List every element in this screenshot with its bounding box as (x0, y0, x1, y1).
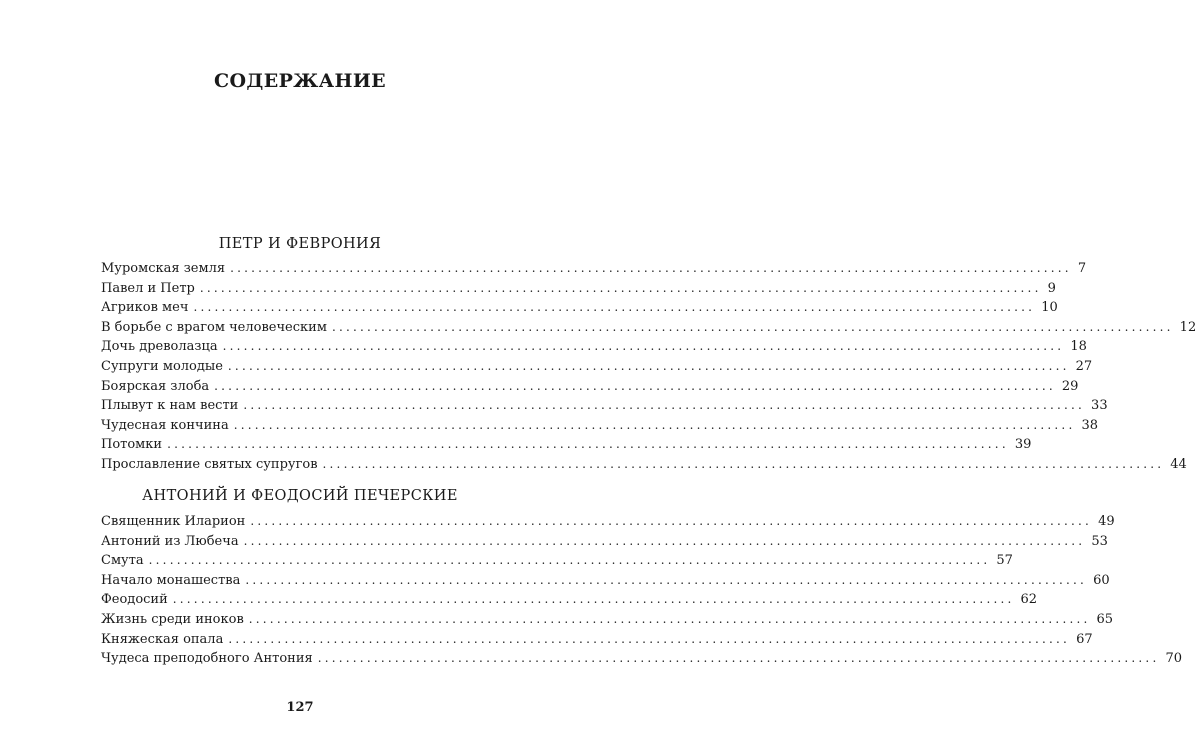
toc-entry-page: 10 (1041, 300, 1058, 316)
toc-entry-title: Жизнь среди иноков (101, 611, 244, 627)
toc-entry (101, 377, 1079, 397)
dot-leader: ........................................................................................................................ (148, 553, 991, 568)
page-number: 127 (286, 700, 314, 715)
dot-leader: ........................................................................................................................ (227, 358, 1070, 373)
dot-leader: ........................................................................................................................ (193, 300, 1036, 315)
page-title: СОДЕРЖАНИЕ (213, 70, 387, 92)
toc-entry-title: Чудеса преподобного Антония (101, 651, 313, 667)
toc-entry (101, 551, 1013, 571)
toc-entry (101, 630, 1093, 650)
toc-entry-page: 49 (1098, 514, 1115, 529)
toc-entry-page: 67 (1076, 631, 1093, 647)
toc-entry-title: Супруги молодые (101, 358, 223, 374)
toc-entry (101, 318, 1196, 338)
toc-entry (101, 435, 1032, 455)
toc-entry (101, 610, 1114, 630)
dot-leader: ........................................................................................................................ (245, 572, 1088, 587)
dot-leader: ........................................................................................................................ (214, 378, 1056, 393)
toc-entry-title: Чудесная кончина (101, 417, 229, 433)
toc-entry-page: 18 (1070, 339, 1087, 355)
toc-entry (101, 455, 1187, 475)
toc-entry-page: 57 (996, 553, 1013, 569)
toc-entry (101, 571, 1110, 591)
toc-list-antony-feodosy (101, 512, 1182, 669)
toc-entry-page: 39 (1014, 437, 1032, 453)
dot-leader: ........................................................................................................................ (243, 533, 1086, 548)
toc-entry (101, 416, 1098, 436)
toc-entry-title: Боярская злоба (101, 378, 210, 394)
dot-leader: ........................................................................................................................ (230, 261, 1072, 275)
toc-entry-title: Муромская земля (101, 261, 226, 276)
toc-entry (101, 532, 1108, 552)
dot-leader: ........................................................................................................................ (317, 651, 1160, 666)
toc-entry-title: Смута (101, 553, 144, 569)
toc-entry-title: Агриков меч (101, 300, 189, 316)
toc-entry-title: Дочь древолазца (101, 339, 218, 355)
toc-entry-page: 7 (1077, 261, 1087, 276)
dot-leader: ........................................................................................................................ (243, 398, 1086, 413)
toc-entry-page: 27 (1075, 358, 1093, 374)
dot-leader: ........................................................................................................................ (331, 319, 1174, 334)
toc-list-peter-fevronia (101, 259, 1196, 475)
toc-entry-title: Начало монашества (101, 572, 241, 588)
toc-entry-page: 62 (1020, 592, 1038, 608)
toc-entry-page: 70 (1165, 651, 1182, 667)
toc-entry (101, 512, 1115, 532)
section-heading-peter-fevronia: ПЕТР И ФЕВРОНИЯ (218, 236, 382, 252)
toc-entry-page: 33 (1091, 398, 1108, 414)
dot-leader: ........................................................................................................................ (172, 592, 1015, 607)
toc-entry (101, 337, 1087, 357)
toc-entry (101, 298, 1058, 318)
toc-entry (101, 396, 1108, 416)
toc-entry-page: 12 (1179, 319, 1196, 335)
toc-entry (101, 279, 1056, 299)
dot-leader: ........................................................................................................................ (228, 631, 1071, 646)
dot-leader: ........................................................................................................................ (250, 514, 1093, 528)
toc-entry-page: 9 (1047, 280, 1056, 296)
toc-entry-title: Антоний из Любеча (101, 533, 239, 549)
toc-entry-title: Павел и Петр (101, 280, 195, 296)
dot-leader: ........................................................................................................................ (199, 280, 1042, 295)
toc-entry (101, 649, 1182, 669)
toc-entry-page: 60 (1093, 572, 1110, 588)
toc-entry-page: 44 (1170, 456, 1187, 472)
dot-leader: ........................................................................................................................ (222, 339, 1065, 354)
dot-leader: ........................................................................................................................ (233, 417, 1076, 432)
toc-entry (101, 259, 1087, 279)
toc-entry (101, 590, 1038, 610)
toc-entry-title: Княжеская опала (101, 631, 224, 647)
toc-entry-title: Плывут к нам вести (101, 398, 239, 414)
toc-entry-title: В борьбе с врагом человеческим (101, 319, 327, 335)
toc-entry-title: Потомки (101, 437, 163, 453)
toc-entry-title: Священник Иларион (101, 514, 246, 529)
toc-entry-page: 38 (1081, 417, 1098, 433)
toc-entry (101, 357, 1093, 377)
toc-entry-page: 29 (1061, 378, 1079, 394)
dot-leader: ........................................................................................................................ (248, 611, 1091, 626)
toc-entry-title: Прославление святых супругов (101, 456, 318, 472)
toc-entry-page: 65 (1096, 611, 1114, 627)
section-heading-antony-feodosy: АНТОНИЙ И ФЕОДОСИЙ ПЕЧЕРСКИЕ (142, 488, 458, 504)
toc-entry-page: 53 (1091, 533, 1108, 549)
dot-leader: ........................................................................................................................ (322, 456, 1165, 471)
toc-entry-title: Феодосий (101, 592, 168, 608)
dot-leader: ........................................................................................................................ (167, 437, 1009, 452)
